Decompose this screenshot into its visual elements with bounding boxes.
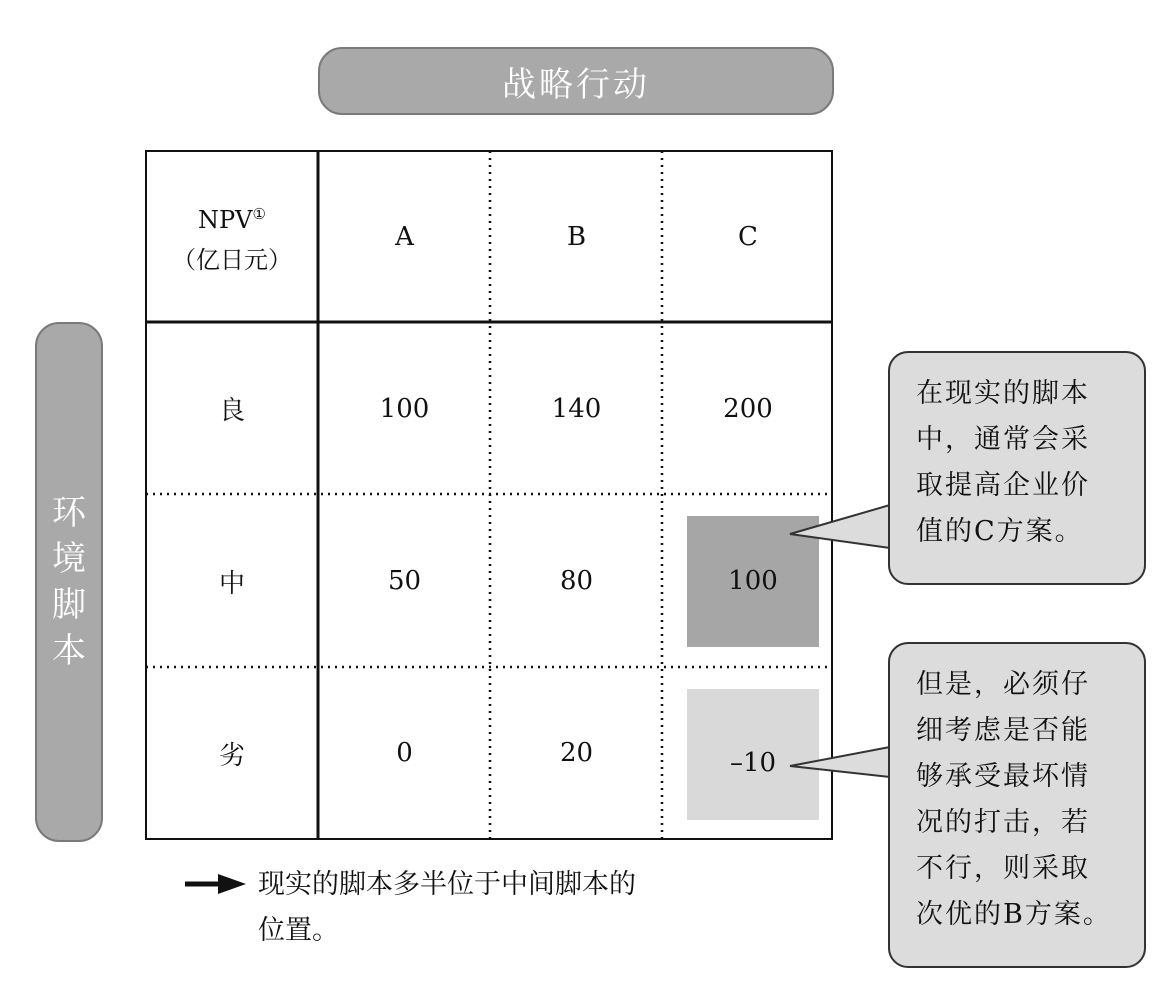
scenario-char: 环: [52, 493, 86, 533]
cell-bad-c: –10: [729, 748, 777, 778]
cell-bad-a: 0: [396, 738, 413, 768]
note-arrow-head: [218, 874, 246, 894]
strategy-action-header: 战略行动: [318, 47, 834, 115]
unit-label: （亿日元）: [172, 246, 292, 274]
cell-mid-a: 50: [387, 566, 422, 596]
scenario-char: 本: [52, 631, 86, 671]
callout-top-line: 在现实的脚本: [916, 378, 1090, 409]
scenario-char: 脚: [52, 585, 86, 625]
cell-good-c: 200: [723, 393, 773, 424]
callout-bottom-line: 细考虑是否能: [916, 715, 1090, 746]
row-label-mid: 中: [218, 568, 245, 599]
column-header-a: A: [395, 222, 414, 252]
callout-bottom-line: 况的打击，若: [916, 807, 1090, 838]
callout-top: [888, 351, 1146, 585]
callout-bottom-line: 不行，则采取: [916, 853, 1090, 884]
column-header-b: B: [566, 222, 587, 252]
cell-bad-b: 20: [559, 738, 594, 768]
callout-bottom-line: 但是，必须仔: [916, 669, 1090, 700]
callout-top-line: 中，通常会采: [916, 424, 1090, 455]
callout-top-line: 值的C方案。: [916, 516, 1084, 547]
row-label-bad: 劣: [218, 740, 245, 771]
callout-bottom: [888, 642, 1146, 968]
column-header-c: C: [738, 222, 758, 252]
cell-mid-b: 80: [559, 566, 594, 596]
callout-bottom-line: 次优的B方案。: [916, 899, 1112, 930]
row-label-good: 良: [218, 396, 245, 426]
footnote-text: [258, 862, 738, 954]
note-line: 位置。: [258, 915, 339, 946]
callout-bottom-line: 够承受最坏情: [916, 761, 1090, 792]
callout-top-line: 取提高企业价: [916, 470, 1090, 501]
corner-header: [147, 152, 317, 322]
npv-label: NPV: [198, 206, 253, 234]
note-line: 现实的脚本多半位于中间脚本的: [258, 869, 636, 900]
cell-good-b: 140: [551, 393, 602, 424]
scenario-char: 境: [52, 539, 86, 579]
cell-good-a: 100: [379, 393, 430, 424]
cell-mid-c: 100: [728, 566, 778, 596]
footnote-marker: ①: [252, 205, 266, 223]
